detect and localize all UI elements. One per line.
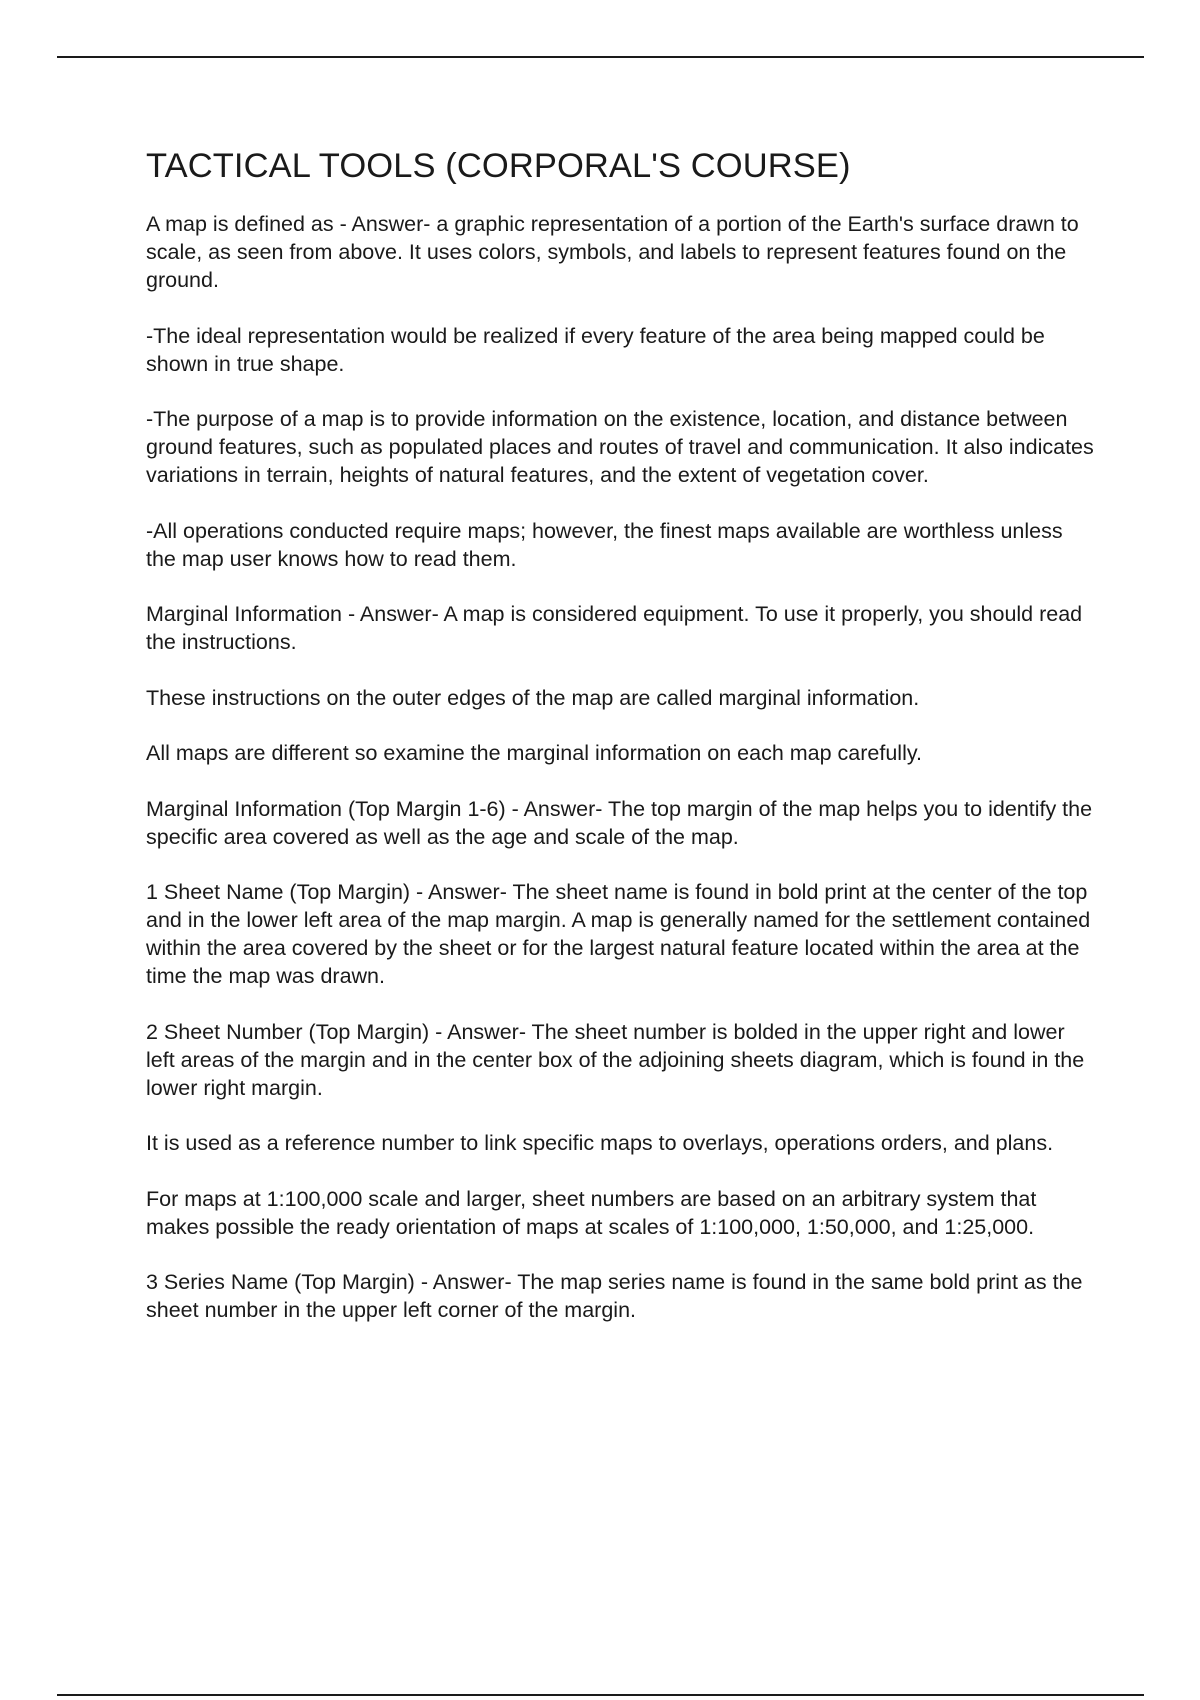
paragraph-series-name: 3 Series Name (Top Margin) - Answer- The map series name is found in the same bold print as the sheet number in the upper left corner of the margin. [146, 1270, 1083, 1322]
paragraph-map-definition: A map is defined as - Answer- a graphic representation of a portion of the Earth's surface drawn to scale, as seen from above. It uses colors, symbols, and labels to represent features found on the ground. [146, 212, 1079, 292]
paragraph-maps-different: All maps are different so examine the marginal information on each map carefully. [146, 741, 922, 765]
paragraph-top-margin: Marginal Information (Top Margin 1-6) - Answer- The top margin of the map helps you to identify the specific area covered as well as the age and scale of the map. [146, 796, 1093, 849]
paragraph-marginal-information: Marginal Information - Answer- A map is considered equipment. To use it properly, you should read the instructions. [146, 602, 1083, 654]
paragraph-sheet-number: 2 Sheet Number (Top Margin) - Answer- The sheet number is bolded in the upper right and lower left areas of the margin and in the center box of the adjoining sheets diagram, which is found in the lower right margin. [146, 1019, 1085, 1100]
document-title: TACTICAL TOOLS (CORPORAL'S COURSE) [146, 147, 851, 185]
paragraph-reference-number: It is used as a reference number to link specific maps to overlays, operations orders, and plans. [146, 1131, 1054, 1155]
paragraph-map-purpose: -The purpose of a map is to provide information on the existence, location, and distance between ground features, such as populated places and routes of travel and communication. It also indicates variations in terrain, heights of natural features, and the extent of vegetation cover. [146, 407, 1094, 487]
paragraph-operations-require-maps: -All operations conducted require maps; however, the finest maps available are worthless unless the map user knows how to read them. [146, 518, 1063, 571]
document-body [146, 144, 1096, 1352]
paragraph-outer-edges: These instructions on the outer edges of the map are called marginal information. [146, 685, 920, 710]
paragraph-sheet-name: 1 Sheet Name (Top Margin) - Answer- The sheet name is found in bold print at the center of the top and in the lower left area of the map margin. A map is generally named for the settlement contained within the area covered by the sheet or for the largest natural feature located within the area at the time the map was drawn. [146, 880, 1091, 988]
paragraph-ideal-representation: -The ideal representation would be realized if every feature of the area being mapped could be shown in true shape. [146, 323, 1045, 376]
paragraph-map-scales: For maps at 1:100,000 scale and larger, sheet numbers are based on an arbitrary system that makes possible the ready orientation of maps at scales of 1:100,000, 1:50,000, and 1:25,000. [146, 1186, 1037, 1239]
top-rule [57, 56, 1144, 58]
bottom-rule [57, 1694, 1144, 1696]
